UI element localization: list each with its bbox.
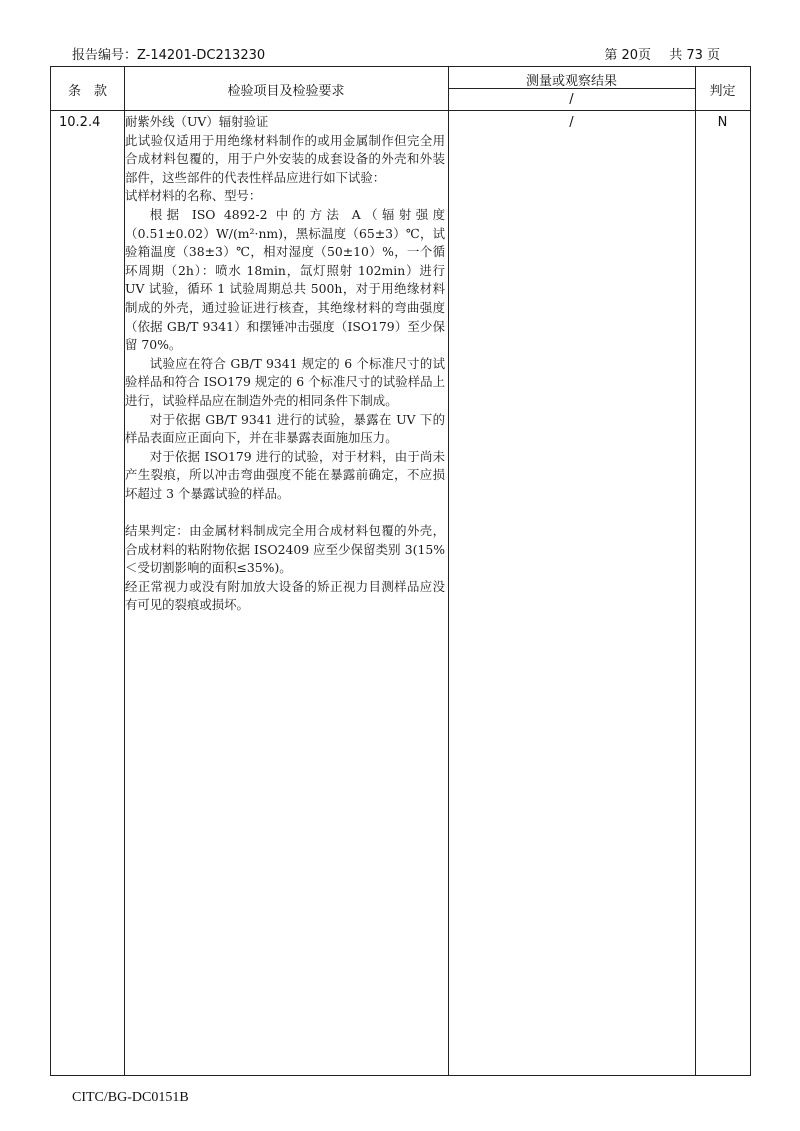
inspection-table — [50, 66, 751, 1076]
header-verdict: 判定 — [709, 84, 736, 99]
requirement-paragraph: 经正常视力或没有附加放大设备的矫正视力目测样品应没有可见的裂痕或损坏。 — [125, 578, 445, 613]
requirement-paragraph: 对于依据 GB/T 9341 进行的试验，暴露在 UV 下的样品表面应正面向下，并在非暴露表面施加压力。 — [125, 411, 445, 446]
page-info — [590, 44, 720, 63]
requirement-paragraph: 耐紫外线（UV）辐射验证 — [125, 114, 269, 129]
requirement-paragraph: 此试验仅适用于用绝缘材料制作的或用金属制作但完全用合成材料包覆的，用于户外安装的成套设备的外壳和外装部件，这些部件的代表性样品应进行如下试验： — [125, 132, 445, 185]
col-divider — [448, 67, 449, 1075]
header-result-sub: / — [569, 92, 574, 107]
header-result: 测量或观察结果 — [525, 74, 617, 89]
inspection-requirements — [125, 113, 445, 615]
result-value: / — [569, 115, 574, 130]
page-total: 共 73 页 — [669, 48, 720, 63]
requirement-paragraph: 结果判定：由金属材料制成完全用合成材料包覆的外壳，合成材料的粘附物依据 ISO2409 应至少保留类别 3(15%＜受切割影响的面积≤35%)。 — [125, 523, 445, 576]
header-divider — [51, 110, 750, 111]
requirement-paragraph: 试样材料的名称、型号： — [125, 188, 262, 204]
requirement-paragraph: 试验应在符合 GB/T 9341 规定的 6 个标准尺寸的试验样品和符合 ISO179 规定的 6 个标准尺寸的试验样品上进行，试验样品应在制造外壳的相同条件下制成。 — [125, 355, 445, 408]
clause-number: 10.2.4 — [59, 115, 101, 130]
header-item: 检验项目及检验要求 — [227, 84, 345, 99]
requirement-paragraph: 根据 ISO 4892-2 中的方法 A（辐射强度（0.51±0.02）W/(m²·nm)，黑标温度（65±3）℃，试验箱温度（38±3）℃，相对湿度（50±10）%，一个循环周期（2h）：喷水 18min，氙灯照射 102min）进行 UV 试验，循环 1 试验周期总共 500h，对于用绝缘材料制成的外壳，通过验证进行核查，其绝缘材料的弯曲强度（依据 GB/T 9341）和摆锤冲击强度（ISO179）至少保留 70%。 — [125, 206, 445, 353]
col-divider — [695, 67, 696, 1075]
requirement-paragraph: 对于依据 ISO179 进行的试验，对于材料，由于尚未产生裂痕，所以冲击弯曲强度不能在暴露前确定，不应损坏超过 3 个暴露试验的样品。 — [125, 448, 445, 501]
paragraph-gap — [125, 503, 445, 522]
form-code: CITC/BG-DC0151B — [72, 1090, 189, 1105]
verdict-value: N — [717, 115, 728, 130]
header-clause: 条 款 — [67, 84, 107, 99]
report-number: 报告编号：Z-14201-DC213230 — [72, 48, 266, 63]
page-number: 第 20页 — [604, 48, 652, 63]
